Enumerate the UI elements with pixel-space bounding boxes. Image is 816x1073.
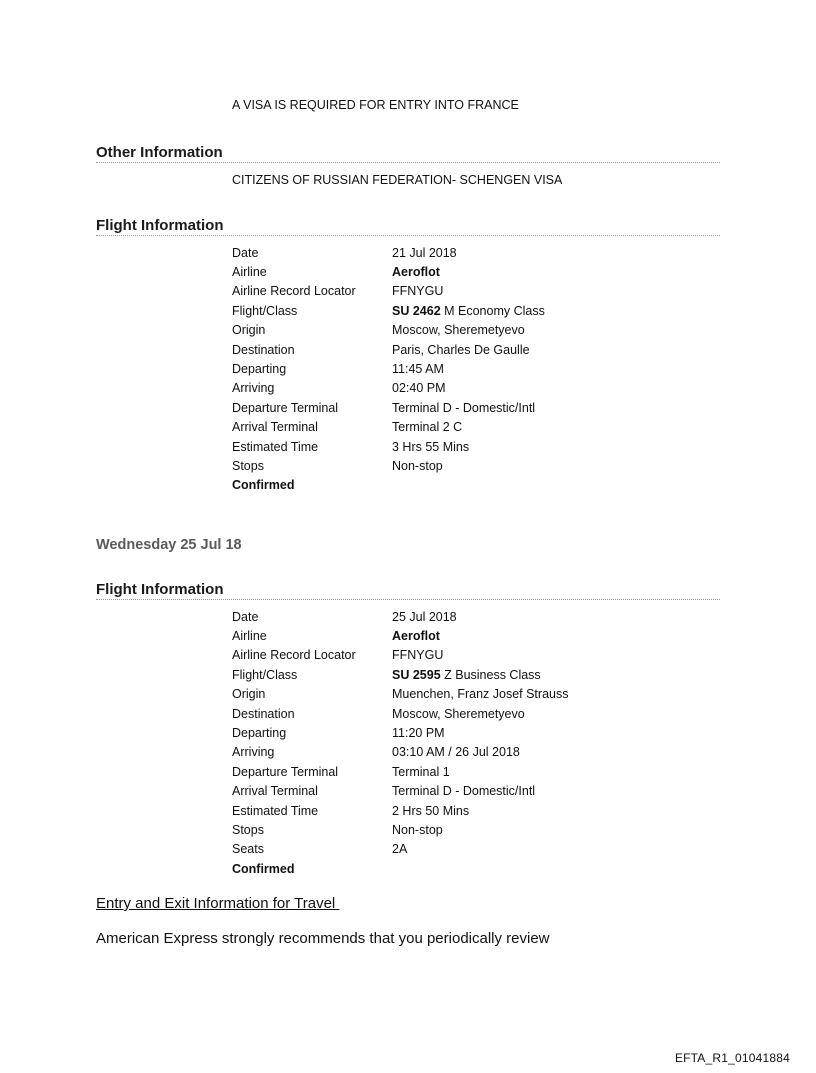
flight-2-row-flight-class <box>232 665 652 684</box>
flight-2-row-airline <box>232 626 652 645</box>
flight-2-row-record-locator <box>232 646 652 665</box>
row-label: Origin <box>232 687 266 702</box>
flight-1-row-origin <box>232 321 652 340</box>
flight-1-row-departing <box>232 359 652 378</box>
record-locator: FFNYGU <box>392 648 444 663</box>
flight-1-row-arrival-terminal <box>232 418 652 437</box>
row-value: Terminal D - Domestic/Intl <box>392 400 536 415</box>
row-value: 25 Jul 2018 <box>392 609 457 624</box>
row-value: Moscow, Sheremetyevo <box>392 323 525 338</box>
flight-2-details <box>232 607 652 878</box>
flight-2-row-destination <box>232 704 652 723</box>
row-label: Airline <box>232 629 267 644</box>
flight-2-row-seats <box>232 840 652 859</box>
row-label: Airline Record Locator <box>232 284 356 299</box>
other-information-heading: Other Information <box>96 144 720 163</box>
row-label: Arrival Terminal <box>232 784 318 799</box>
row-label: Departing <box>232 362 287 377</box>
row-value: 02:40 PM <box>392 381 446 396</box>
visa-notice: A VISA IS REQUIRED FOR ENTRY INTO FRANCE <box>232 98 519 112</box>
flight-2-row-status <box>232 859 652 878</box>
row-label: Stops <box>232 458 264 473</box>
row-label: Estimated Time <box>232 803 319 818</box>
airline-name: Aeroflot <box>392 265 440 280</box>
flight-1-row-date <box>232 243 652 262</box>
row-value: 21 Jul 2018 <box>392 245 457 260</box>
flight-1-row-status <box>232 476 652 495</box>
row-value: Terminal 1 <box>392 764 450 779</box>
flight-class-value <box>392 665 652 684</box>
row-label: Stops <box>232 822 264 837</box>
other-information-text: CITIZENS OF RUSSIAN FEDERATION- SCHENGEN VISA <box>232 173 563 187</box>
row-label: Origin <box>232 323 266 338</box>
row-label: Destination <box>232 706 295 721</box>
flight-number: SU 2595 <box>392 667 441 682</box>
airline-name: Aeroflot <box>392 629 440 644</box>
flight-1-row-stops <box>232 456 652 475</box>
row-value: Terminal D - Domestic/Intl <box>392 784 536 799</box>
row-label: Arriving <box>232 745 275 760</box>
flight-2-heading: Flight Information <box>96 581 720 600</box>
flight-1-row-estimated-time <box>232 437 652 456</box>
row-value: Muenchen, Franz Josef Strauss <box>392 687 569 702</box>
row-value: Paris, Charles De Gaulle <box>392 342 530 357</box>
day-heading: Wednesday 25 Jul 18 <box>96 537 242 553</box>
flight-1-row-departure-terminal <box>232 398 652 417</box>
flight-class-value <box>392 301 652 320</box>
row-label: Departure Terminal <box>232 764 339 779</box>
row-value: 03:10 AM / 26 Jul 2018 <box>392 745 520 760</box>
flight-2-row-departing <box>232 723 652 742</box>
row-label: Flight/Class <box>232 303 298 318</box>
record-locator: FFNYGU <box>392 284 444 299</box>
document-code: EFTA_R1_01041884 <box>674 1051 790 1065</box>
row-value: Non-stop <box>392 822 443 837</box>
row-label: Estimated Time <box>232 439 319 454</box>
flight-2-row-arrival-terminal <box>232 782 652 801</box>
booking-status: Confirmed <box>232 861 295 876</box>
row-label: Seats <box>232 842 264 857</box>
recommendation-text: American Express strongly recommends that you periodically review <box>96 930 550 947</box>
flight-2-row-date <box>232 607 652 626</box>
seat-value: 2A <box>392 842 408 857</box>
flight-1-row-destination <box>232 340 652 359</box>
row-label: Date <box>232 609 259 624</box>
flight-1-row-arriving <box>232 379 652 398</box>
row-label: Date <box>232 245 259 260</box>
entry-exit-info-link[interactable]: Entry and Exit Information for Travel <box>96 895 340 912</box>
row-label: Flight/Class <box>232 667 298 682</box>
flight-2-row-stops <box>232 820 652 839</box>
flight-1-row-record-locator <box>232 282 652 301</box>
flight-2-row-arriving <box>232 743 652 762</box>
row-value: 2 Hrs 50 Mins <box>392 803 470 818</box>
flight-1-row-airline <box>232 262 652 281</box>
row-value: 3 Hrs 55 Mins <box>392 439 470 454</box>
booking-status: Confirmed <box>232 478 295 493</box>
flight-1-row-flight-class <box>232 301 652 320</box>
row-label: Destination <box>232 342 295 357</box>
cabin-class: M Economy Class <box>440 303 545 318</box>
flight-2-row-origin <box>232 685 652 704</box>
row-label: Departing <box>232 726 287 741</box>
flight-number: SU 2462 <box>392 303 441 318</box>
row-value: 11:45 AM <box>392 362 444 377</box>
cabin-class: Z Business Class <box>440 667 541 682</box>
row-label: Airline Record Locator <box>232 648 356 663</box>
flight-2-row-estimated-time <box>232 801 652 820</box>
row-label: Airline <box>232 265 267 280</box>
row-value: Non-stop <box>392 458 443 473</box>
row-value: 11:20 PM <box>392 726 445 741</box>
row-label: Arrival Terminal <box>232 420 318 435</box>
flight-2-row-departure-terminal <box>232 762 652 781</box>
flight-1-heading: Flight Information <box>96 217 720 236</box>
row-value: Moscow, Sheremetyevo <box>392 706 525 721</box>
row-label: Arriving <box>232 381 275 396</box>
flight-1-details <box>232 243 652 495</box>
row-value: Terminal 2 C <box>392 420 463 435</box>
row-label: Departure Terminal <box>232 400 339 415</box>
